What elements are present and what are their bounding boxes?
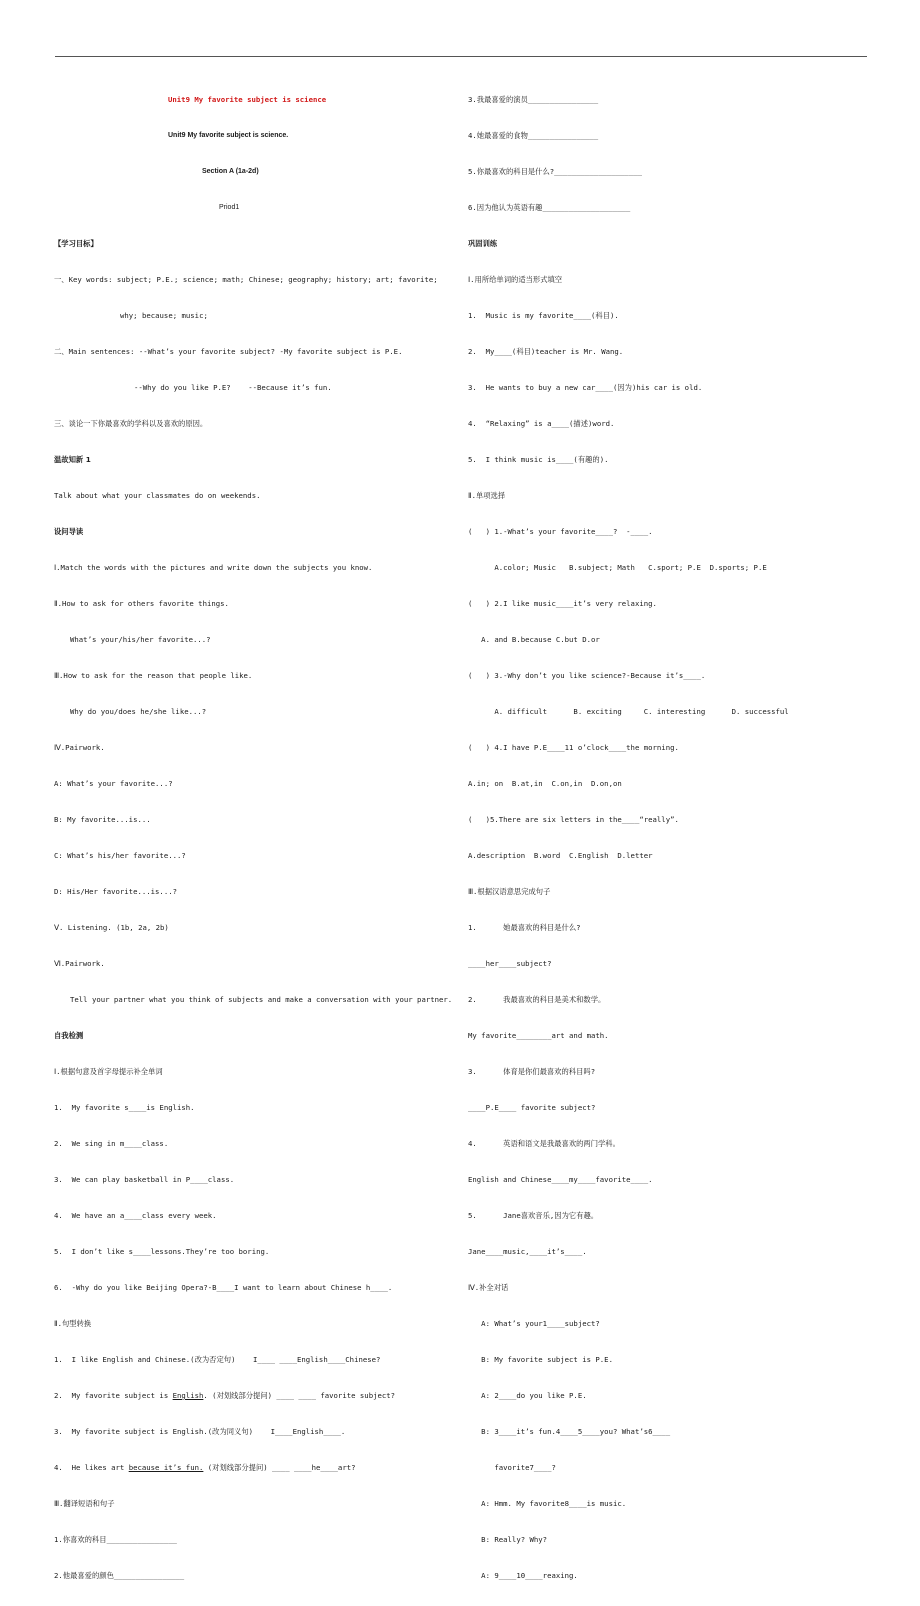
exercise-heading: Ⅲ.翻译短语和句子 bbox=[54, 1499, 115, 1508]
goal-line: 一、Key words: subject; P.E.; science; math; Chinese; geography; history; art; favorite; bbox=[54, 275, 438, 284]
exercise-heading: Ⅱ.单项选择 bbox=[468, 491, 506, 500]
choice-question: ( ) 4.I have P.E____11 o’clock____the morning. bbox=[468, 743, 679, 752]
exercise-answer: Jane____music,____it’s____. bbox=[468, 1247, 587, 1256]
review-line: Talk about what your classmates do on weekends. bbox=[54, 491, 261, 500]
exercise-answer: ____P.E____ favorite subject? bbox=[468, 1103, 596, 1112]
dialogue-line: B: 3____it’s fun.4____5____you? What’s6____ bbox=[468, 1427, 671, 1436]
heading-check: 自我检测 bbox=[54, 1031, 84, 1040]
guide-line: Ⅲ.How to ask for the reason that people like. bbox=[54, 671, 253, 680]
header-rule bbox=[55, 56, 867, 57]
guide-line: Ⅵ.Pairwork. bbox=[54, 959, 105, 968]
exercise-item: 2. My____(科目)teacher is Mr. Wang. bbox=[468, 347, 624, 356]
exercise-item: 3. We can play basketball in P____class. bbox=[54, 1175, 235, 1184]
exercise-answer: My favorite________art and math. bbox=[468, 1031, 609, 1040]
heading-guide: 设问导读 bbox=[54, 527, 84, 536]
left-column bbox=[54, 70, 458, 1606]
exercise-heading: Ⅲ.根据汉语意思完成句子 bbox=[468, 887, 551, 896]
section-label: Section A (1a-2d) bbox=[202, 168, 259, 175]
exercise-item: 6.因为他认为英语有趣____________________ bbox=[468, 203, 631, 212]
underlined-text: English bbox=[172, 1391, 204, 1400]
choice-question: ( ) 2.I like music____it’s very relaxing. bbox=[468, 599, 657, 608]
exercise-item: 4.她最喜爱的食物________________ bbox=[468, 131, 599, 140]
exercise-item: 5. Jane喜欢音乐,因为它有趣。 bbox=[468, 1211, 599, 1220]
choice-options: A.in; on B.at,in C.on,in D.on,on bbox=[468, 779, 622, 788]
choice-question: ( ) 1.-What’s your favorite____? -____. bbox=[468, 527, 653, 536]
exercise-item: 3. My favorite subject is English.(改为同义句) I____English____. bbox=[54, 1427, 346, 1436]
dialogue-line: B: My favorite...is... bbox=[54, 815, 151, 824]
guide-line: Why do you/does he/she like...? bbox=[70, 707, 207, 716]
underlined-text: because it’s fun. bbox=[128, 1463, 204, 1472]
exercise-heading: Ⅰ.用所给单词的适当形式填空 bbox=[468, 275, 563, 284]
exercise-item: 3. 体育是你们最喜欢的科目吗? bbox=[468, 1067, 596, 1076]
dialogue-line: B: Really? Why? bbox=[468, 1535, 548, 1544]
heading-review: 温故知新 1 bbox=[54, 455, 91, 464]
exercise-item: 5. I don’t like s____lessons.They’re too boring. bbox=[54, 1247, 270, 1256]
dialogue-line: A: 9____10____reaxing. bbox=[468, 1571, 578, 1580]
exercise-item: 1. I like English and Chinese.(改为否定句) I____ ____English____Chinese? bbox=[54, 1355, 381, 1364]
exercise-item: 5.你最喜欢的科目是什么?____________________ bbox=[468, 167, 643, 176]
guide-line: Ⅱ.How to ask for others favorite things. bbox=[54, 599, 229, 608]
guide-line: Ⅰ.Match the words with the pictures and write down the subjects you know. bbox=[54, 563, 373, 572]
exercise-text: 2. My favorite subject is bbox=[54, 1391, 173, 1400]
right-column bbox=[468, 70, 868, 1606]
dialogue-line: A: What’s your favorite...? bbox=[54, 779, 173, 788]
guide-line: Tell your partner what you think of subjects and make a conversation with your partner. bbox=[70, 995, 453, 1004]
exercise-heading: Ⅰ.根据句意及首字母提示补全单词 bbox=[54, 1067, 163, 1076]
dialogue-line: C: What’s his/her favorite...? bbox=[54, 851, 186, 860]
exercise-item: 4. We have an a____class every week. bbox=[54, 1211, 217, 1220]
goal-line: 三、谈论一下你最喜欢的学科以及喜欢的原因。 bbox=[54, 419, 208, 428]
exercise-item: 4. “Relaxing” is a____(描述)word. bbox=[468, 419, 615, 428]
exercise-heading: Ⅳ.补全对话 bbox=[468, 1283, 509, 1292]
exercise-item: 4. 英语和语文是我最喜欢的两门学科。 bbox=[468, 1139, 620, 1148]
dialogue-line: favorite7____? bbox=[468, 1463, 556, 1472]
guide-line: What’s your/his/her favorite...? bbox=[70, 635, 211, 644]
choice-options: A.description B.word C.English D.letter bbox=[468, 851, 653, 860]
choice-question: ( )5.There are six letters in the____“really”. bbox=[468, 815, 679, 824]
exercise-item: 1. 她最喜欢的科目是什么? bbox=[468, 923, 581, 932]
goal-line: 二、Main sentences: --What’s your favorite subject? -My favorite subject is P.E. bbox=[54, 347, 403, 356]
heading-goals: 【学习目标】 bbox=[54, 239, 98, 248]
goal-line: why; because; music; bbox=[120, 311, 208, 320]
goal-line: --Why do you like P.E? --Because it’s fun. bbox=[134, 383, 332, 392]
exercise-item: 2.他最喜爱的颜色________________ bbox=[54, 1571, 185, 1580]
exercise-item: 3.我最喜爱的演员________________ bbox=[468, 95, 599, 104]
heading-practice: 巩固训练 bbox=[468, 239, 498, 248]
dialogue-line: A: Hmm. My favorite8____is music. bbox=[468, 1499, 627, 1508]
exercise-item: 1. My favorite s____is English. bbox=[54, 1103, 195, 1112]
dialogue-line: A: What’s your1____subject? bbox=[468, 1319, 600, 1328]
exercise-heading: Ⅱ.句型转换 bbox=[54, 1319, 92, 1328]
unit-subtitle: Unit9 My favorite subject is science. bbox=[168, 132, 289, 139]
dialogue-line: B: My favorite subject is P.E. bbox=[468, 1355, 613, 1364]
exercise-item: 1.你喜欢的科目________________ bbox=[54, 1535, 177, 1544]
exercise-text: . (对划线部分提问) ____ ____ favorite subject? bbox=[203, 1391, 396, 1400]
choice-question: ( ) 3.-Why don’t you like science?-Because it’s____. bbox=[468, 671, 706, 680]
exercise-text: (对划线部分提问) ____ ____he____art? bbox=[203, 1463, 356, 1472]
exercise-answer: ____her____subject? bbox=[468, 959, 552, 968]
exercise-item: 5. I think music is____(有趣的). bbox=[468, 455, 609, 464]
choice-options: A. difficult B. exciting C. interesting D. successful bbox=[468, 707, 789, 716]
exercise-item bbox=[54, 1390, 458, 1402]
exercise-text: 4. He likes art bbox=[54, 1463, 129, 1472]
dialogue-line: D: His/Her favorite...is...? bbox=[54, 887, 178, 896]
guide-line: Ⅳ.Pairwork. bbox=[54, 743, 105, 752]
exercise-item: 3. He wants to buy a new car____(因为)his car is old. bbox=[468, 383, 703, 392]
exercise-item: 2. We sing in m____class. bbox=[54, 1139, 169, 1148]
unit-title: Unit9 My favorite subject is science bbox=[168, 95, 327, 104]
dialogue-line: A: 2____do you like P.E. bbox=[468, 1391, 587, 1400]
choice-options: A. and B.because C.but D.or bbox=[468, 635, 600, 644]
exercise-item: 2. 我最喜欢的科目是美术和数学。 bbox=[468, 995, 606, 1004]
exercise-item: 1. Music is my favorite____(科目). bbox=[468, 311, 619, 320]
guide-line: Ⅴ. Listening. (1b, 2a, 2b) bbox=[54, 923, 169, 932]
exercise-answer: English and Chinese____my____favorite____. bbox=[468, 1175, 653, 1184]
exercise-item: 6. -Why do you like Beijing Opera?-B____I want to learn about Chinese h____. bbox=[54, 1283, 393, 1292]
period-label: Priod1 bbox=[219, 204, 240, 211]
exercise-item bbox=[54, 1462, 458, 1474]
choice-options: A.color; Music B.subject; Math C.sport; P.E D.sports; P.E bbox=[468, 563, 767, 572]
